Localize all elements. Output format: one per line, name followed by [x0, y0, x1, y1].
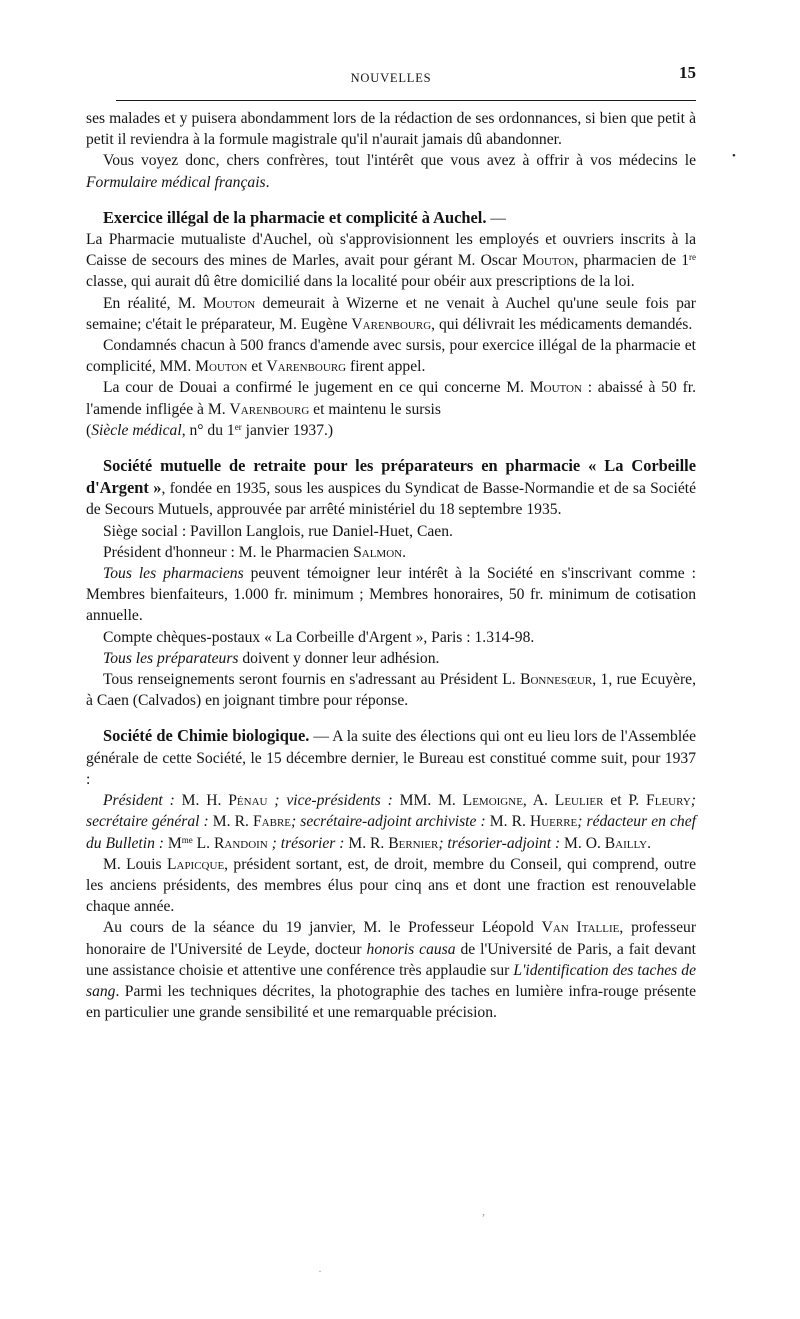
intro-paragraph-2: Vous voyez donc, chers confrères, tout l'intérêt que vous avez à offrir à vos médecins le Formulaire médical français.: [86, 152, 696, 191]
section-corbeille-argent: Société mutuelle de retraite pour les préparateurs en pharmacie « La Corbeille d'Argent », fondée en 1935, sous les auspices du Syndicat de Basse-Normandie et de sa Société de Secours Mutuels, approuvée par arrêté ministériel du 18 septembre 1935.: [86, 456, 696, 519]
section-exercice-illegal: Exercice illégal de la pharmacie et complicité à Auchel. — La Pharmacie mutualiste d'Auchel, où s'approvisionnent les employés et ouvriers inscrits à la Caisse de secours des mines de Marles, avait pour gérant M. Oscar Mouton, pharmacien de 1re classe, qui aurait dû être domicilié dans la localité pour obéir aux prescriptions de la loi.: [86, 207, 696, 291]
page: [86, 58, 696, 1023]
formulaire-title: Formulaire médical français: [86, 173, 266, 191]
paragraph: Tous renseignements seront fournis en s'adressant au Président L. Bonnesœur, 1, rue Ecuyère, à Caen (Calvados) en joignant timbre pour réponse.: [86, 671, 696, 710]
paragraph: Tous les préparateurs doivent y donner leur adhésion.: [103, 649, 440, 667]
paragraph: Tous les pharmaciens peuvent témoigner leur intérêt à la Société en s'inscrivant comme : Membres bienfaiteurs, 1.000 fr. minimum ; Membres honoraires, 50 fr. minimum de cotisation annuelle.: [86, 565, 696, 625]
bureau-list: Président : M. H. Pénau ; vice-présidents : MM. M. Lemoigne, A. Leulier et P. Fleury; secrétaire général : M. R. Fabre; secrétaire-adjoint archiviste : M. R. Huerre; rédacteur en chef du Bulletin : $M^{me}$ L. Randoin ; trésorier : M. R. Bernier; trésorier-adjoint : M. O. Bailly.: [86, 792, 696, 852]
section-chimie-biologique: Société de Chimie biologique. — A la suite des élections qui ont eu lieu lors de l'Assemblée générale de cette Société, le 15 décembre dernier, le Bureau est constitué comme suit, pour 1937 :: [86, 726, 696, 788]
paragraph: La cour de Douai a confirmé le jugement en ce qui concerne M. Mouton : abaissé à 50 fr. l'amende infligée à M. Varenbourg et maintenu le sursis (Siècle médical, n° du 1er janvier 1937.): [86, 379, 696, 439]
header-rule: [116, 100, 696, 101]
paragraph: M. Louis Lapicque, président sortant, est, de droit, membre du Conseil, qui comprend, outre les anciens présidents, des membres élus pour cinq ans et dont une fraction est renouvelable chaque année.: [86, 855, 696, 916]
margin-mark: •: [732, 150, 736, 162]
paragraph: Siège social : Pavillon Langlois, rue Daniel-Huet, Caen.: [103, 522, 453, 540]
page-header: [86, 58, 696, 88]
scan-speck: ·: [318, 1264, 322, 1278]
page-number: 15: [679, 63, 696, 82]
paragraph: Au cours de la séance du 19 janvier, M. le Professeur Léopold Van Itallie, professeur honoraire de l'Université de Leyde, docteur honoris causa de l'Université de Paris, a fait devant une assistance choisie et attentive une conférence très applaudie sur L'identification des taches de sang. Parmi les techniques décrites, la photographie des taches en lumière infra-rouge présente en particulier une grande sensibilité et une remarquable précision.: [86, 919, 697, 1022]
intro-paragraph: ses malades et y puisera abondamment lors de la rédaction de ses ordonnances, si bien que petit à petit il reviendra à la formule magistrale qu'il n'aurait jamais dû abandonner.: [86, 110, 696, 149]
page-body: [86, 88, 696, 1023]
section-title: Société de Chimie biologique.: [103, 726, 310, 746]
paragraph: Président d'honneur : M. le Pharmacien Salmon.: [103, 543, 407, 561]
section-title: Société mutuelle de retraite pour les préparateurs en pharmacie « La Corbeille d'Argent »: [86, 456, 696, 498]
running-title: NOUVELLES: [350, 71, 432, 85]
scan-speck: ,: [482, 1204, 485, 1218]
section-title: Exercice illégal de la pharmacie et complicité à Auchel.: [103, 207, 487, 227]
paragraph: En réalité, M. Mouton demeurait à Wizerne et ne venait à Auchel qu'une seule fois par semaine; c'était le préparateur, M. Eugène Varenbourg, qui délivrait les médicaments demandés.: [86, 294, 696, 333]
paragraph: Compte chèques-postaux « La Corbeille d'Argent », Paris : 1.314-98.: [103, 628, 535, 646]
paragraph: Condamnés chacun à 500 francs d'amende avec sursis, pour exercice illégal de la pharmacie et complicité, MM. Mouton et Varenbourg firent appel.: [86, 337, 696, 376]
